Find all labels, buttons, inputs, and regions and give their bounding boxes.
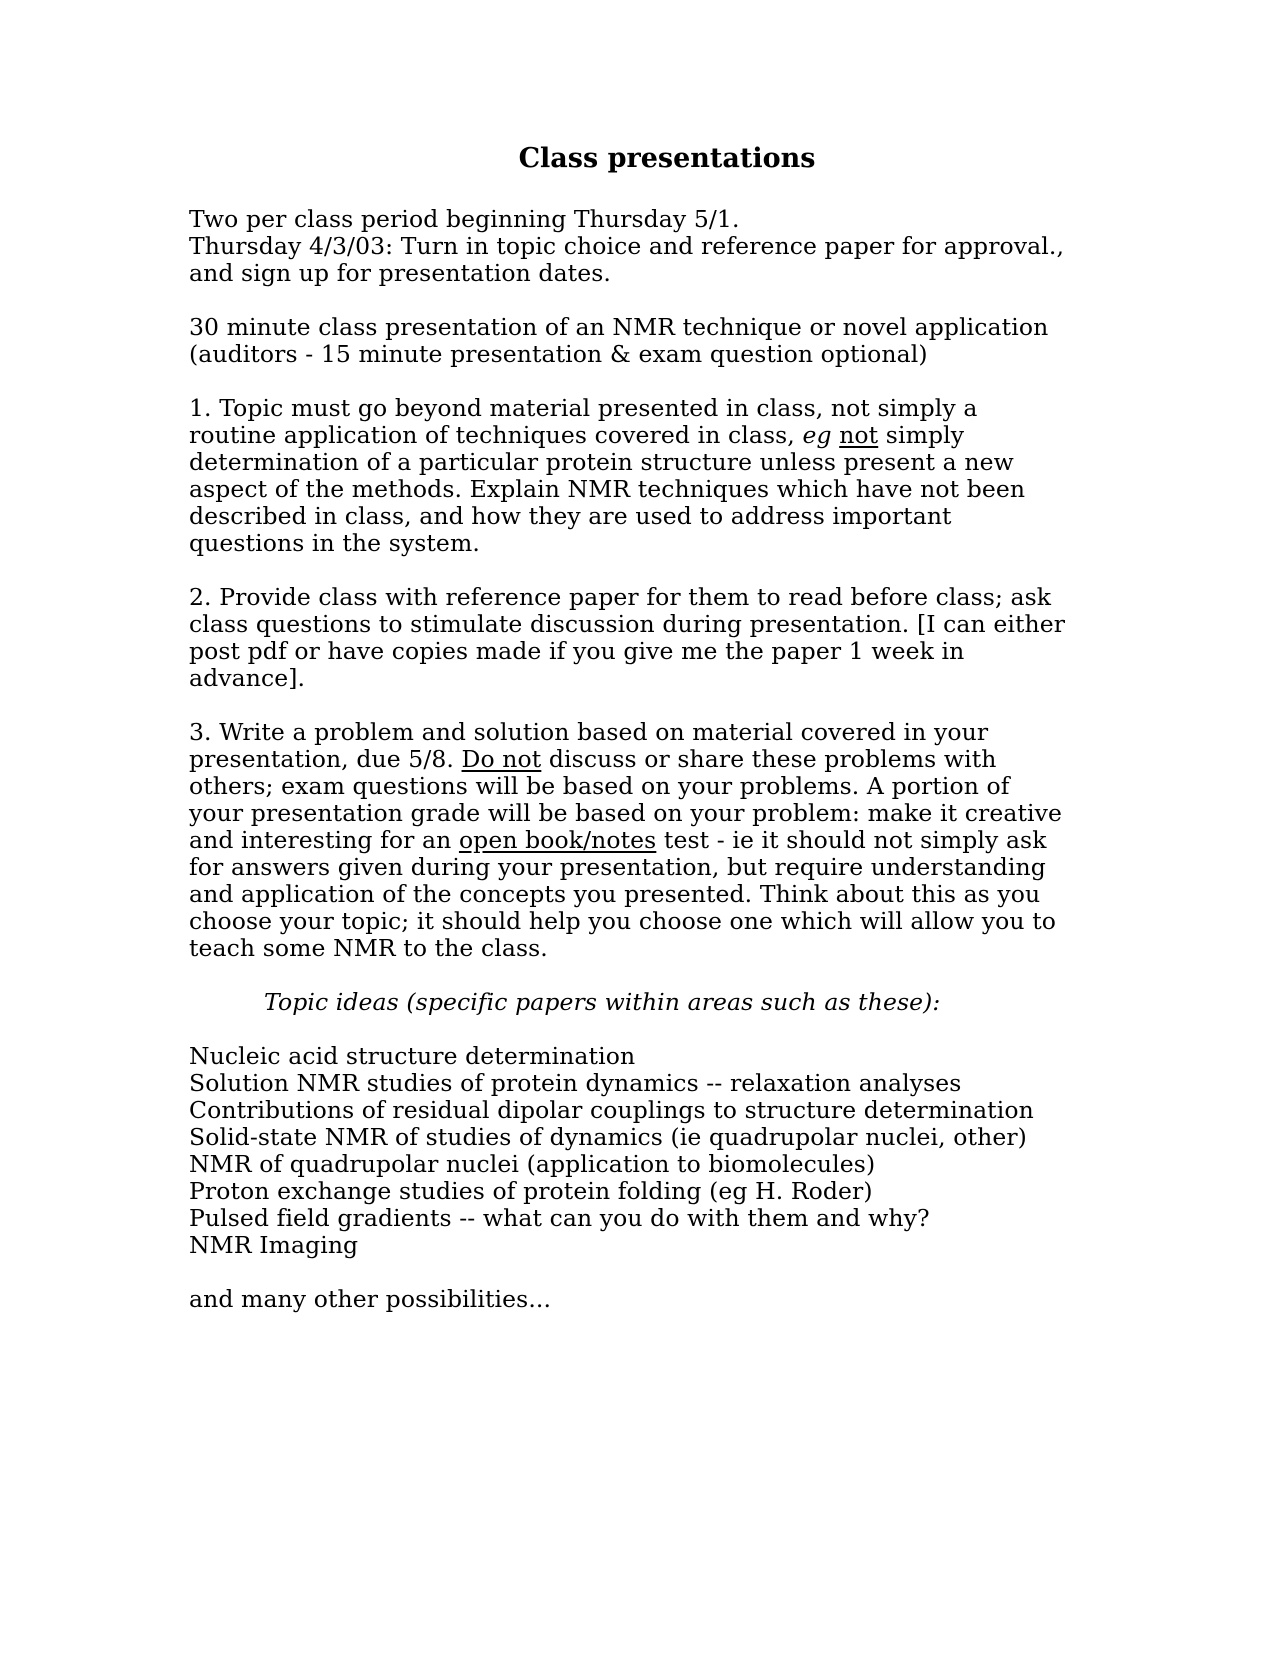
topic-item: NMR Imaging <box>189 1231 359 1259</box>
topic-item: Pulsed field gradients -- what can you do with them and why? <box>189 1204 930 1232</box>
requirement-line: aspect of the methods. Explain NMR techniques which have not been <box>189 475 1026 503</box>
requirement-line <box>189 422 1109 449</box>
requirement-line: described in class, and how they are used to address important <box>189 502 952 530</box>
requirement-line: for answers given during your presentation, but require understanding <box>189 853 1046 881</box>
text-run: presentation, due 5/8. <box>189 745 462 773</box>
schedule-line: and sign up for presentation dates. <box>189 259 611 287</box>
requirement-1 <box>189 395 1109 557</box>
requirement-3 <box>189 719 1109 962</box>
underlined-do-not: Do not <box>461 745 542 773</box>
closing-line: and many other possibilities... <box>189 1285 552 1313</box>
topic-item: Solution NMR studies of protein dynamics -- relaxation analyses <box>189 1069 962 1097</box>
topic-item: Contributions of residual dipolar couplings to structure determination <box>189 1096 1034 1124</box>
topic-item: NMR of quadrupolar nuclei (application to biomolecules) <box>189 1150 876 1178</box>
schedule-paragraph <box>189 206 1109 287</box>
requirement-line: others; exam questions will be based on your problems. A portion of <box>189 772 1010 800</box>
text-run: discuss or share these problems with <box>541 745 997 773</box>
document-page <box>189 142 1109 1340</box>
requirement-line <box>189 827 1109 854</box>
text-run: and interesting for an <box>189 826 459 854</box>
requirement-line: 3. Write a problem and solution based on material covered in your <box>189 718 989 746</box>
requirement-line: 1. Topic must go beyond material presented in class, not simply a <box>189 394 978 422</box>
requirement-line <box>189 746 1109 773</box>
topic-item: Solid-state NMR of studies of dynamics (ie quadrupolar nuclei, other) <box>189 1123 1027 1151</box>
requirement-line: choose your topic; it should help you choose one which will allow you to <box>189 907 1056 935</box>
requirement-line: 2. Provide class with reference paper for them to read before class; ask <box>189 583 1052 611</box>
requirement-line: questions in the system. <box>189 529 480 557</box>
schedule-line: Thursday 4/3/03: Turn in topic choice and reference paper for approval., <box>189 232 1065 260</box>
format-line: 30 minute class presentation of an NMR technique or novel application <box>189 313 1049 341</box>
italic-eg: eg <box>802 421 832 449</box>
requirement-line: teach some NMR to the class. <box>189 934 548 962</box>
topic-item: Proton exchange studies of protein folding (eg H. Roder) <box>189 1177 873 1205</box>
page-title: Class presentations <box>518 143 816 174</box>
schedule-line: Two per class period beginning Thursday 5/1. <box>189 205 740 233</box>
format-line: (auditors - 15 minute presentation & exam question optional) <box>189 340 928 368</box>
requirement-2 <box>189 584 1109 692</box>
requirement-line: post pdf or have copies made if you give me the paper 1 week in <box>189 637 965 665</box>
requirement-line: determination of a particular protein structure unless present a new <box>189 448 1014 476</box>
requirement-line: advance]. <box>189 664 306 692</box>
requirement-line: your presentation grade will be based on your problem: make it creative <box>189 799 1062 827</box>
requirement-line: class questions to stimulate discussion during presentation. [I can either <box>189 610 1066 638</box>
format-paragraph <box>189 314 1109 368</box>
text-run: test - ie it should not simply ask <box>656 826 1047 854</box>
topic-item: Nucleic acid structure determination <box>189 1042 636 1070</box>
underlined-not: not <box>839 421 879 449</box>
topic-ideas-heading: Topic ideas (specific papers within areas such as these): <box>264 988 941 1016</box>
underlined-open-book-notes: open book/notes <box>458 826 657 854</box>
topic-list <box>189 1043 1109 1259</box>
text-run: routine application of techniques covered in class, <box>189 421 803 449</box>
requirement-line: and application of the concepts you presented. Think about this as you <box>189 880 1041 908</box>
text-run: simply <box>878 421 965 449</box>
